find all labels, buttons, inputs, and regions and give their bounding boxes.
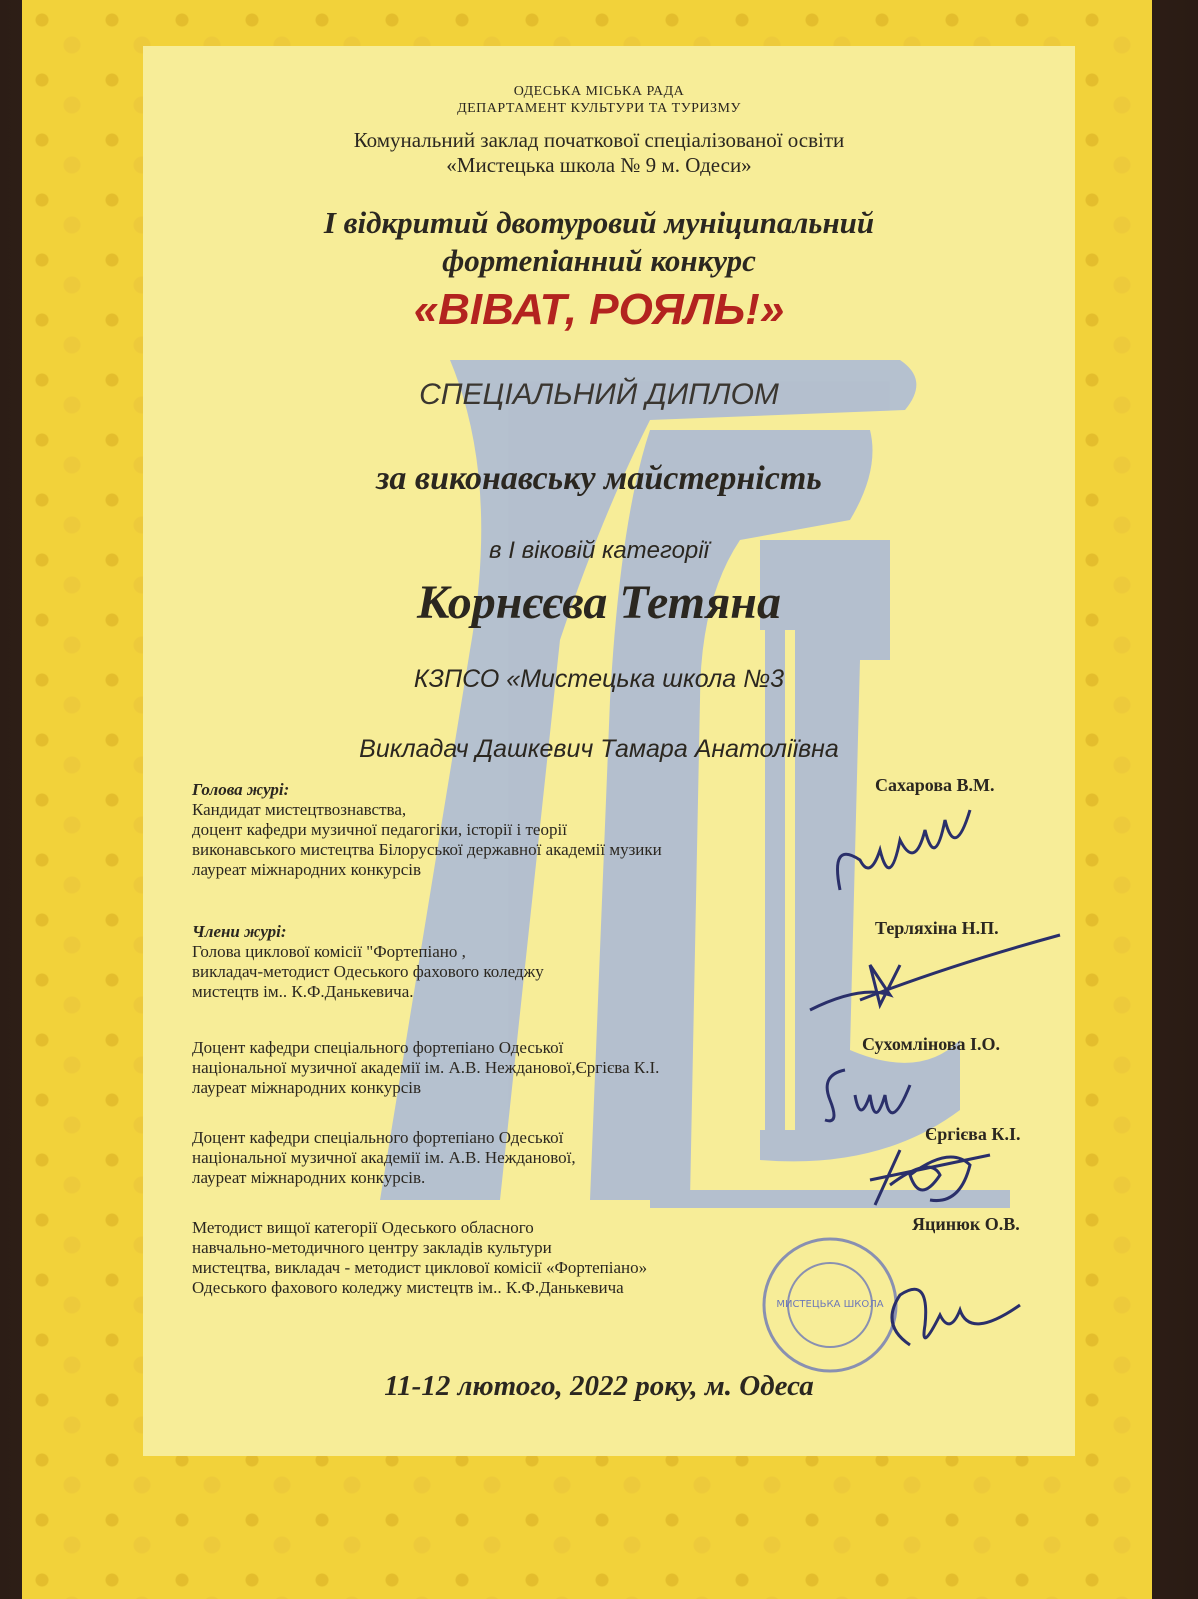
jury-member-line: Голова циклової комісії "Фортепіано , [192,942,466,961]
jury-member-line: Методист вищої категорії Одеського обласного [192,1218,534,1237]
contest-line2: фортепіанний конкурс [442,243,756,278]
jury-member-line: викладач-методист Одеського фахового коледжу [192,962,544,981]
teacher-name: Викладач Дашкевич Тамара Анатоліївна [359,735,839,763]
contest-line1: І відкритий двотуровий муніципальний [323,205,875,240]
jury-chair-line: Кандидат мистецтвознавства, [192,800,407,819]
jury-member-name-1: Терляхіна Н.П. [875,918,999,938]
jury-chair-name: Сахарова В.М. [875,775,995,795]
age-category: в І віковій категорії [489,537,709,564]
jury-member-line: національної музичної академії ім. А.В. Нежданової, [192,1148,576,1167]
diploma-reason: за виконавську майстерність [376,460,822,497]
jury-member-line: мистецтв ім.. К.Ф.Данькевича. [192,982,414,1001]
signature-sakharova [820,800,980,910]
signature-sukhomlinova [815,1055,935,1135]
jury-member-line: Одеського фахового коледжу мистецтв ім.. К.Ф.Данькевича [192,1278,624,1297]
jury-chair-line: доцент кафедри музичної педагогіки, історії і теорії [192,820,567,839]
jury-member-line: лауреат міжнародних конкурсів [192,1078,421,1097]
jury-chair-block [192,780,662,880]
jury-chair-line: лауреат міжнародних конкурсів [192,860,421,879]
jury-chair-heading: Голова журі: [192,780,290,799]
jury-member-line: мистецтва, викладач - методист циклової комісії «Фортепіано» [192,1258,648,1277]
svg-text:МИСТЕЦЬКА ШКОЛА: МИСТЕЦЬКА ШКОЛА [776,1299,884,1310]
signature-terliakhina [800,925,1070,1025]
jury-members-heading: Члени журі: [192,922,287,941]
date-place: 11-12 лютого, 2022 року, м. Одеса [384,1370,814,1402]
diploma-type: СПЕЦІАЛЬНИЙ ДИПЛОМ [419,378,779,411]
signature-yatsyniuk [870,1265,1030,1375]
recipient-school: КЗПСО «Мистецька школа №3 [413,665,785,693]
jury-member-4 [192,1218,647,1298]
jury-member-2 [192,1038,659,1098]
signature-yergieva [860,1135,1000,1215]
institution-line1: Комунальний заклад початкової спеціалізованої освіти [353,128,845,152]
jury-member-name-4: Яцинюк О.В. [912,1214,1020,1234]
jury-member-line: лауреат міжнародних конкурсів. [192,1168,426,1187]
jury-member-1 [192,922,544,1002]
jury-member-name-2: Сухомлінова І.О. [862,1034,1001,1054]
contest-name: «ВІВАТ, РОЯЛЬ!» [413,285,785,334]
jury-chair-line: виконавського мистецтва Білоруської державної академії музики [192,840,662,859]
jury-member-line: національної музичної академії ім. А.В. Нежданової,Єргієва К.І. [192,1058,660,1077]
jury-member-line: Доцент кафедри спеціального фортепіано Одеської [192,1128,564,1147]
jury-member-line: Доцент кафедри спеціального фортепіано Одеської [192,1038,564,1057]
jury-member-line: навчально-методичного центру закладів культури [192,1238,552,1257]
council-name: ОДЕСЬКА МІСЬКА РАДА [513,84,685,99]
department-name: ДЕПАРТАМЕНТ КУЛЬТУРИ ТА ТУРИЗМУ [457,101,741,116]
jury-member-3 [192,1128,576,1188]
recipient-name: Корнєєва Тетяна [417,576,781,629]
jury-member-name-3: Єргієва К.І. [925,1124,1021,1144]
institution-line2: «Мистецька школа № 9 м. Одеси» [446,153,752,177]
